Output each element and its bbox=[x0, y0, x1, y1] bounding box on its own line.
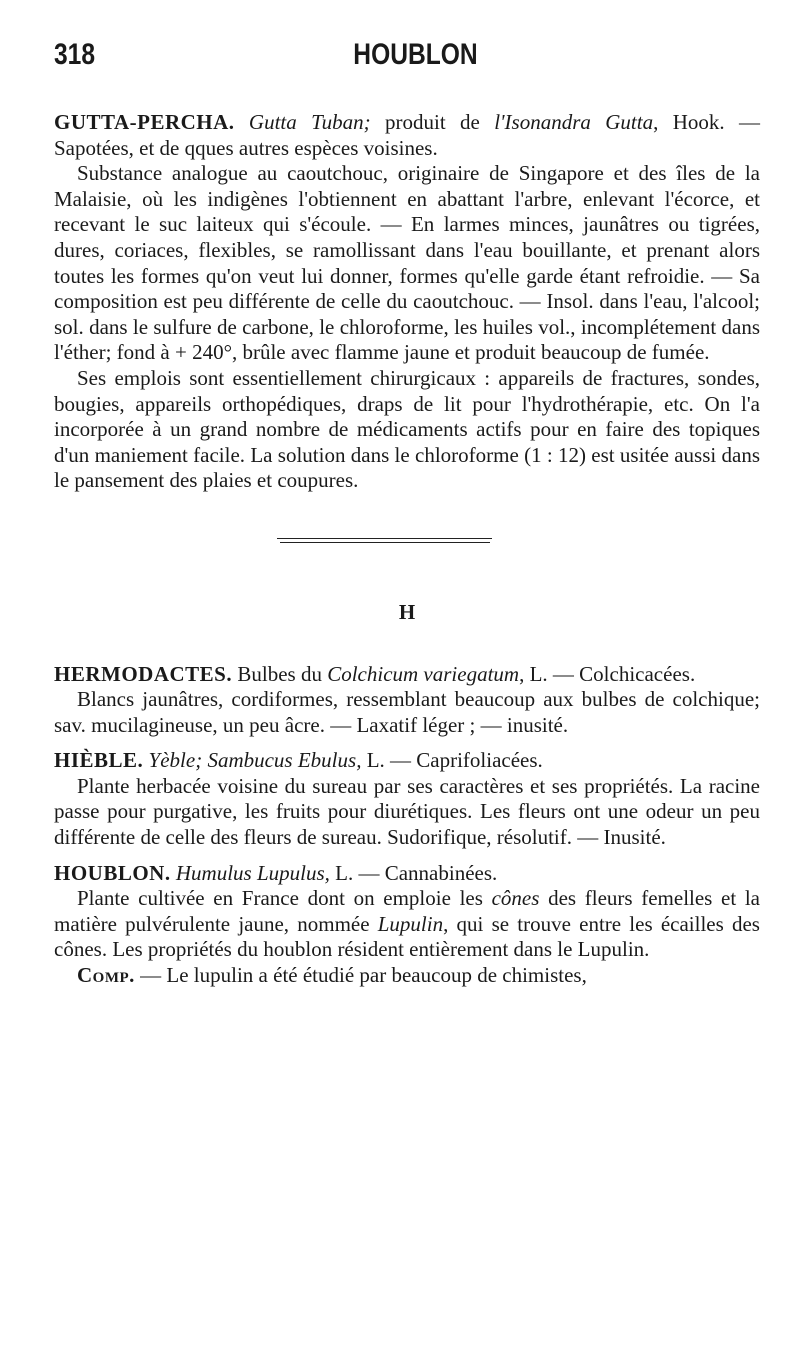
section-letter: H bbox=[398, 599, 416, 624]
entry-name: GUTTA-PERCHA. bbox=[54, 110, 235, 134]
entry-paragraph: Plante cultivée en France dont on emploie les cônes des fleurs femelles et la matière pulvérulente jaune, nommée Lupulin, qui se trouve entre les écailles des cônes. Les propriétés du houblon résident entièrement dans le Lupulin. bbox=[54, 886, 761, 962]
page-body bbox=[54, 110, 760, 989]
entry-latin: Colchicum variegatum bbox=[327, 661, 520, 686]
entry-hieble-heading: HIÈBLE. Yèble; Sambucus Ebulus, L. — Caprifoliacées. bbox=[54, 748, 543, 773]
entry-name: HERMODACTES. bbox=[54, 661, 233, 686]
entry-name: HOUBLON. bbox=[54, 860, 171, 885]
entry-paragraph: Ses emplois sont essentiellement chirurgicaux : appareils de fractures, sondes, bougies, appareils orthopédiques, draps de lit pour l'hydrothérapie, etc. On l'a incorporée à un grand nombre de médicaments actifs pour en faire des topiques d'un maniement facile. La solution dans le chloroforme (1 : 12) est usitée aussi dans le pansement des plaies et coupures. bbox=[54, 365, 760, 493]
entry-houblon-heading: HOUBLON. Humulus Lupulus, L. — Cannabinées. bbox=[54, 860, 498, 885]
entry-paragraph: Blancs jaunâtres, cordiformes, ressemblant beaucoup aux bulbes de colchique; sav. mucilagineuse, un peu âcre. — Laxatif léger ; — inusité. bbox=[54, 687, 760, 737]
divider-rule bbox=[277, 538, 492, 539]
section-divider bbox=[54, 494, 760, 542]
entry-paragraph: Substance analogue au caoutchouc, originaire de Singapore et des îles de la Malaisie, où les indigènes l'obtiennent en abattant l'arbre, enlevant l'écorce, et recevant le suc laiteux qui s'écoule. — En larmes minces, jaunâtres ou tigrées, dures, coriaces, flexibles, se ramollissant dans l'eau bouillante, et prenant alors toutes les formes qu'on veut lui donner, formes qu'elle garde étant refroidie. — Sa composition est peu différente de celle du caoutchouc. — Insol. dans l'eau, l'alcool; sol. dans le sulfure de carbone, le chloroforme, les huiles vol., incomplétement dans l'éther; fond à + 240°, brûle avec flamme jaune et produit beaucoup de fumée. bbox=[54, 161, 760, 365]
comp-label: Comp. bbox=[77, 963, 135, 988]
entry-paragraph: Plante herbacée voisine du sureau par ses caractères et ses propriétés. La racine passe pour purgative, les fruits pour diurétiques. Les fleurs ont une odeur un peu différente de celle des fleurs de sureau. Sudorifique, résolutif. — Inusité. bbox=[54, 773, 760, 850]
page-number: 318 bbox=[54, 38, 96, 71]
divider-rule bbox=[280, 542, 490, 543]
entry-latin: Humulus Lupulus, bbox=[175, 860, 330, 885]
entry-source: l'Isonandra Gutta bbox=[494, 110, 654, 134]
entry-paragraph: Comp. — Le lupulin a été étudié par beaucoup de chimistes, bbox=[77, 963, 587, 988]
entry-synonym: Gutta Tuban; bbox=[248, 110, 371, 134]
entry-name: HIÈBLE. bbox=[54, 748, 144, 773]
entry-hermodactes-heading: HERMODACTES. Bulbes du Colchicum variegatum, L. — Colchicacées. bbox=[54, 661, 696, 686]
entry-gutta-percha-heading: GUTTA-PERCHA. Gutta Tuban; produit de l'Isonandra Gutta, Hook. — Sapotées, et de qques autres espèces voisines. bbox=[54, 110, 760, 160]
entry-latin: Yèble; Sambucus Ebulus, bbox=[148, 748, 362, 773]
running-title: HOUBLON bbox=[353, 38, 478, 71]
running-head bbox=[54, 38, 633, 88]
